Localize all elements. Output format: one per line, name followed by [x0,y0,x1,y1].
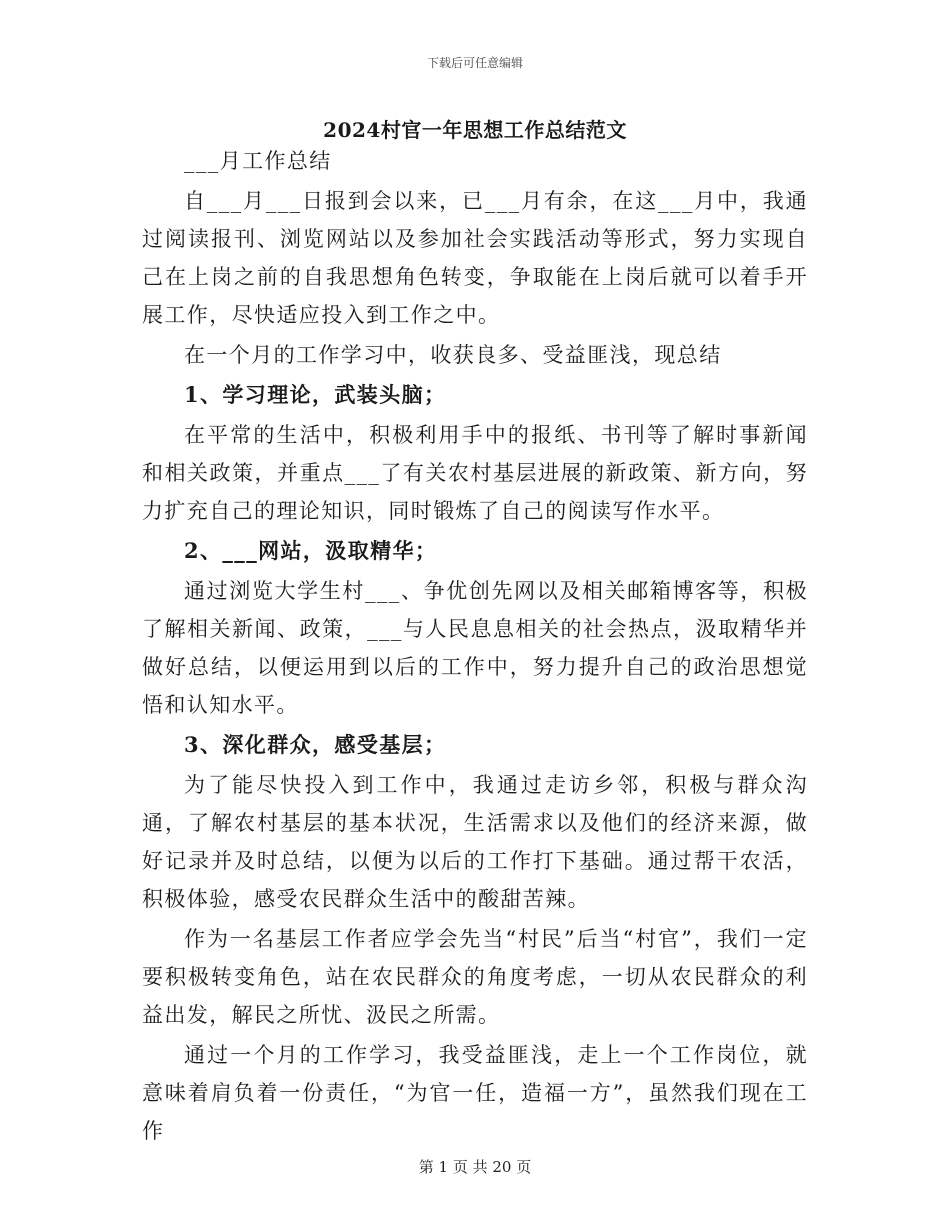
page-number: 第 1 页 共 20 页 [418,1158,532,1176]
paragraph-conclusion: 通过一个月的工作学习，我受益匪浅，走上一个工作岗位，就意味着肩负着一份责任，“为官一任，造福一方”，虽然我们现在工作 [142,1043,808,1143]
document-body [142,142,808,1152]
paragraph-intro: 自___月___日报到会以来，已___月有余，在这___月中，我通过阅读报刊、浏览网站以及参加社会实践活动等形式，努力实现自己在上岗之前的自我思想角色转变，争取能在上岗后就可以着手开展工作，尽快适应投入到工作之中。 [142,189,808,327]
header-note: 下载后可任意编辑 [426,56,523,70]
section-heading-websites: 2、___网站，汲取精华； [184,538,438,563]
paragraph-role: 作为一名基层工作者应学会先当“村民”后当“村官”，我们一定要积极转变角色，站在农民群众的角度考虑，一切从农民群众的利益出发，解民之所忧、汲民之所需。 [142,927,808,1027]
paragraph-harvest: 在一个月的工作学习中，收获良多、受益匪浅，现总结 [184,343,722,367]
section-heading-masses: 3、深化群众，感受基层； [184,732,447,757]
section-heading-theory: 1、学习理论，武装头脑； [184,382,447,407]
paragraph-websites: 通过浏览大学生村___、争优创先网以及相关邮箱博客等，积极了解相关新闻、政策，___与人民息息相关的社会热点，汲取精华并做好总结，以便运用到以后的工作中，努力提升自己的政治思想觉悟和认知水平。 [142,579,808,717]
paragraph-masses: 为了能尽快投入到工作中，我通过走访乡邻，积极与群众沟通，了解农村基层的基本状况，生活需求以及他们的经济来源，做好记录并及时总结，以便为以后的工作打下基础。通过帮干农活，积极体验，感受农民群众生活中的酸甜苦辣。 [142,773,808,911]
paragraph-theory: 在平常的生活中，积极利用手中的报纸、书刊等了解时事新闻和相关政策，并重点___了有关农村基层进展的新政策、新方向，努力扩充自己的理论知识，同时锻炼了自己的阅读写作水平。 [142,423,808,523]
document-title: 2024村官一年思想工作总结范文 [323,118,627,142]
paragraph-month-summary: ___月工作总结 [184,149,332,173]
